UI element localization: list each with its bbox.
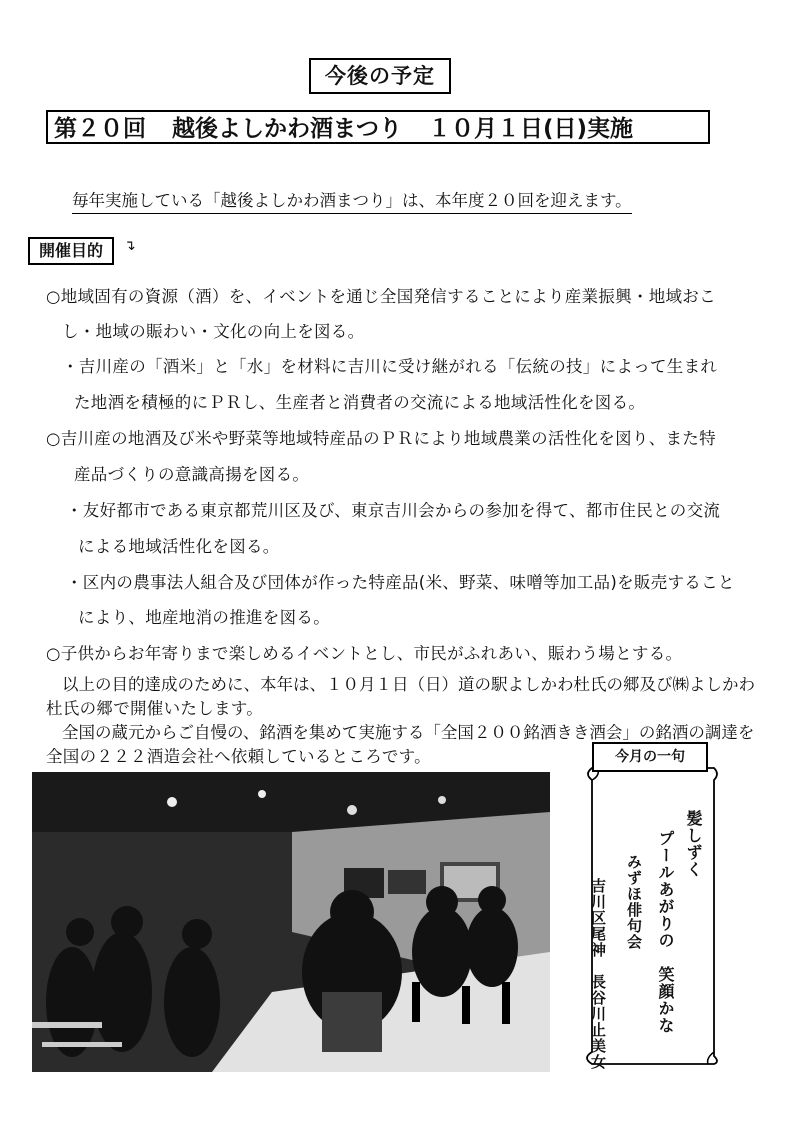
purpose-line: ・吉川産の「酒米」と「水」を材料に吉川に受け継がれる「伝統の技」によって生まれ — [62, 357, 718, 376]
purpose-line: ○吉川産の地酒及び米や野菜等地域特産品のＰＲにより地域農業の活性化を図り、また特 — [46, 429, 716, 448]
haiku-author: 吉川区尾神 長谷川止美女 — [589, 878, 607, 1070]
headline-event-name: 越後よしかわ酒まつり — [172, 116, 402, 142]
purpose-line: し・地域の賑わい・文化の向上を図る。 — [62, 322, 365, 341]
intro-text: 毎年実施している「越後よしかわ酒まつり」は、本年度２０回を迎えます。 — [72, 187, 632, 214]
event-headline — [46, 110, 710, 144]
purpose-line: ・友好都市である東京都荒川区及び、東京吉川会からの参加を得て、都市住民との交流 — [66, 501, 721, 520]
headline-date: １０月１日(日)実施 — [428, 116, 634, 142]
purpose-line: ・区内の農事法人組合及び団体が作った特産品(米、野菜、味噌等加工品)を販売すること — [66, 573, 735, 592]
haiku-label: 今月の一句 — [592, 742, 708, 772]
sake-tasting-hall-image — [32, 772, 550, 1072]
section-label-purpose: 開催目的 — [28, 237, 114, 265]
purpose-line: による地域活性化を図る。 — [78, 537, 280, 556]
page-title: 今後の予定 — [309, 58, 451, 94]
haiku-line-2: プールあがりの 笑顔かな — [656, 830, 675, 1034]
event-photo — [32, 772, 550, 1072]
haiku-line-1: 髪しずく — [684, 810, 703, 878]
haiku-scroll — [574, 766, 724, 1070]
purpose-line: ○子供からお年寄りまで楽しめるイベントとし、市民がふれあい、賑わう場とする。 — [46, 644, 683, 663]
body-line: 杜氏の郷で開催いたします。 — [46, 699, 264, 718]
purpose-line: 産品づくりの意識高揚を図る。 — [74, 465, 310, 484]
haiku-group: みずほ俳句会 — [625, 854, 643, 950]
body-line: 全国の２２２酒造会社へ依頼しているところです。 — [46, 747, 431, 766]
return-arrow-icon: ↴ — [124, 238, 136, 254]
purpose-line: た地酒を積極的にＰＲし、生産者と消費者の交流による地域活性化を図る。 — [74, 393, 646, 412]
purpose-line: ○地域固有の資源（酒）を、イベントを通じ全国発信することにより産業振興・地域おこ — [46, 287, 716, 306]
purpose-line: により、地産地消の推進を図る。 — [78, 608, 330, 627]
headline-edition: 第２０回 — [54, 116, 146, 142]
body-line: 全国の蔵元からご自慢の、銘酒を集めて実施する「全国２００銘酒きき酒会」の銘酒の調達を — [62, 723, 755, 742]
body-line: 以上の目的達成のために、本年は、１０月１日（日）道の駅よしかわ杜氏の郷及び㈱よしかわ — [62, 675, 755, 694]
